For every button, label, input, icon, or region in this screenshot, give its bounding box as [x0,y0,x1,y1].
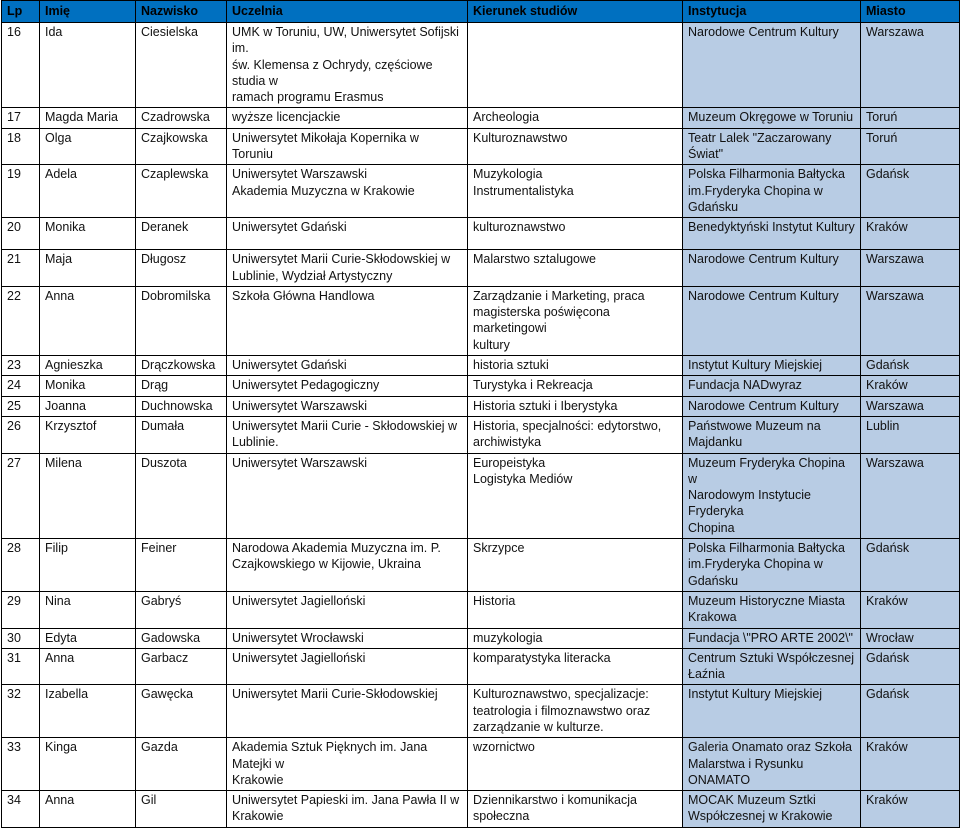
cell-instytucja-text: Muzeum Okręgowe w Toruniu [688,110,854,125]
cell-instytucja [683,23,861,108]
cell-nazwisko [136,356,227,376]
cell-imie [40,738,136,791]
cell-imie [40,685,136,738]
cell-instytucja [683,376,861,396]
cell-lp [2,416,40,453]
cell-kierunek [468,628,683,648]
cell-imie [40,591,136,628]
cell-imie-text: Magda Maria [45,110,118,125]
cell-kierunek [468,685,683,738]
table-row [2,453,960,538]
cell-miasto-text: Warszawa [866,252,924,267]
cell-lp-text: 32 [7,687,21,702]
table-row [2,539,960,592]
cell-uczelnia-text: Uniwersytet Marii Curie-Skłodowskiej [232,687,438,702]
cell-imie-text: Nina [45,593,71,608]
cell-lp [2,356,40,376]
cell-miasto [861,685,960,738]
cell-kierunek-text: Archeologia [473,110,540,125]
cell-uczelnia-text: wyższe licencjackie [232,110,341,125]
cell-imie [40,539,136,592]
cell-kierunek [468,250,683,287]
cell-miasto-text: Kraków [866,378,908,393]
cell-instytucja-text: Narodowe Centrum Kultury [688,252,839,267]
table-row [2,628,960,648]
cell-nazwisko [136,23,227,108]
cell-lp [2,165,40,218]
cell-imie-text: Olga [45,130,72,145]
cell-imie [40,628,136,648]
cell-miasto-text: Kraków [866,740,908,755]
cell-miasto [861,286,960,355]
cell-nazwisko [136,685,227,738]
cell-instytucja-text: Państwowe Muzeum na Majdanku [688,418,821,450]
table-row [2,286,960,355]
cell-miasto-text: Warszawa [866,455,924,470]
cell-miasto [861,416,960,453]
cell-kierunek-text: komparatystyka literacka [473,650,611,665]
cell-uczelnia [227,218,468,250]
cell-imie-text: Milena [45,455,82,470]
cell-nazwisko [136,396,227,416]
cell-nazwisko [136,628,227,648]
cell-imie-text: Filip [45,541,68,556]
cell-instytucja [683,286,861,355]
cell-imie [40,165,136,218]
cell-imie [40,648,136,685]
cell-instytucja [683,165,861,218]
cell-miasto [861,648,960,685]
cell-kierunek-text: kulturoznawstwo [473,220,566,235]
cell-kierunek [468,165,683,218]
cell-instytucja-text: Teatr Lalek "Zaczarowany Świat" [688,130,832,162]
cell-kierunek [468,791,683,828]
cell-nazwisko-text: Gabryś [141,593,182,608]
table-row [2,791,960,828]
cell-imie [40,250,136,287]
cell-lp-text: 21 [7,252,21,267]
cell-miasto [861,591,960,628]
cell-imie-text: Adela [45,167,77,182]
cell-kierunek-text: Historia [473,593,516,608]
cell-lp-text: 31 [7,650,21,665]
cell-miasto-text: Kraków [866,220,908,235]
cell-uczelnia-text: Uniwersytet Gdański [232,220,347,235]
cell-lp-text: 30 [7,630,21,645]
cell-uczelnia [227,286,468,355]
students-table [1,0,960,828]
cell-miasto [861,738,960,791]
cell-uczelnia [227,648,468,685]
table-row [2,416,960,453]
cell-nazwisko-text: Duchnowska [141,398,213,413]
cell-uczelnia [227,738,468,791]
cell-uczelnia-text: Uniwersytet Warszawski Akademia Muzyczna w Krakowie [232,167,415,198]
cell-instytucja [683,791,861,828]
cell-uczelnia [227,453,468,538]
cell-kierunek-text: Skrzypce [473,541,525,556]
cell-kierunek [468,23,683,108]
cell-lp-text: 18 [7,130,21,145]
cell-lp-text: 24 [7,378,21,393]
cell-nazwisko [136,376,227,396]
cell-kierunek-text: Historia sztuki i Iberystyka [473,398,618,413]
cell-miasto [861,165,960,218]
cell-uczelnia-text: Uniwersytet Wrocławski [232,630,364,645]
cell-imie-text: Anna [45,288,75,303]
cell-nazwisko-text: Gawęcka [141,687,194,702]
cell-lp-text: 23 [7,358,21,373]
cell-nazwisko [136,416,227,453]
cell-imie-text: Izabella [45,687,89,702]
cell-nazwisko [136,165,227,218]
cell-nazwisko [136,108,227,128]
cell-kierunek-text: Historia, specjalności: edytorstwo, archiwistyka [473,418,662,450]
cell-miasto-text: Wrocław [866,630,914,645]
cell-imie [40,128,136,165]
cell-imie-text: Krzysztof [45,418,97,433]
cell-uczelnia [227,628,468,648]
cell-nazwisko-text: Feiner [141,541,177,556]
cell-instytucja [683,628,861,648]
header-miasto: Miasto [861,1,960,23]
cell-nazwisko [136,791,227,828]
table-row [2,218,960,250]
cell-kierunek-text: Malarstwo sztalugowe [473,252,596,267]
cell-nazwisko-text: Czadrowska [141,110,210,125]
cell-uczelnia-text: Uniwersytet Marii Curie-Skłodowskiej w Lublinie, Wydział Artystyczny [232,252,451,283]
cell-imie [40,356,136,376]
cell-miasto-text: Toruń [866,110,898,125]
cell-imie [40,791,136,828]
cell-kierunek [468,286,683,355]
cell-kierunek [468,218,683,250]
cell-lp-text: 22 [7,288,21,303]
cell-nazwisko-text: Gadowska [141,630,201,645]
cell-miasto-text: Kraków [866,793,908,808]
cell-imie [40,396,136,416]
cell-miasto [861,218,960,250]
cell-uczelnia-text: Uniwersytet Warszawski [232,398,367,413]
cell-nazwisko-text: Dobromilska [141,288,211,303]
cell-kierunek [468,453,683,538]
cell-lp [2,250,40,287]
cell-imie [40,286,136,355]
header-nazwisko: Nazwisko [136,1,227,23]
cell-uczelnia [227,591,468,628]
cell-miasto [861,791,960,828]
cell-miasto-text: Warszawa [866,25,924,39]
header-instytucja: Instytucja [683,1,861,23]
cell-uczelnia-text: Uniwersytet Mikołaja Kopernika w Toruniu [232,130,419,162]
cell-miasto [861,396,960,416]
cell-imie-text: Anna [45,793,75,808]
cell-nazwisko-text: Duszota [141,455,187,470]
cell-uczelnia [227,685,468,738]
cell-kierunek-text: historia sztuki [473,358,549,373]
cell-miasto-text: Kraków [866,593,908,608]
cell-uczelnia-text: Narodowa Akademia Muzyczna im. P. Czajkowskiego w Kijowie, Ukraina [232,541,441,572]
cell-imie-text: Ida [45,25,63,39]
cell-instytucja-text: Fundacja NADwyraz [688,378,802,393]
cell-lp [2,218,40,250]
cell-instytucja [683,218,861,250]
cell-nazwisko-text: Dumała [141,418,185,433]
cell-uczelnia [227,108,468,128]
cell-nazwisko-text: Drąg [141,378,169,393]
cell-lp-text: 20 [7,220,21,235]
cell-nazwisko [136,738,227,791]
cell-instytucja-text: Muzeum Historyczne Miasta Krakowa [688,593,845,625]
cell-kierunek [468,128,683,165]
table-row [2,128,960,165]
cell-nazwisko-text: Gazda [141,740,178,755]
cell-kierunek [468,376,683,396]
cell-lp-text: 25 [7,398,21,413]
cell-uczelnia [227,416,468,453]
cell-lp [2,591,40,628]
cell-nazwisko-text: Garbacz [141,650,189,665]
cell-imie-text: Monika [45,220,86,235]
cell-lp [2,128,40,165]
cell-instytucja-text: Benedyktyński Instytut Kultury [688,220,855,235]
cell-lp [2,108,40,128]
cell-uczelnia-text: Uniwersytet Jagielloński [232,593,366,608]
table-row [2,738,960,791]
cell-miasto-text: Warszawa [866,398,924,413]
cell-imie [40,23,136,108]
cell-instytucja-text: Polska Filharmonia Bałtycka im.Fryderyka Chopina w Gdańsku [688,541,846,588]
cell-uczelnia-text: Uniwersytet Pedagogiczny [232,378,380,393]
cell-uczelnia-text: UMK w Toruniu, UW, Uniwersytet Sofijski im. św. Klemensa z Ochrydy, częściowe studia w ramach programu Erasmus [232,25,459,105]
cell-miasto [861,356,960,376]
cell-lp-text: 34 [7,793,21,808]
table-row [2,23,960,108]
cell-uczelnia-text: Akademia Sztuk Pięknych im. Jana Matejki w Krakowie [232,740,428,787]
cell-imie-text: Anna [45,650,75,665]
cell-instytucja-text: Fundacja \"PRO ARTE 2002\" [688,630,853,645]
table-row [2,376,960,396]
table-row [2,108,960,128]
cell-nazwisko [136,286,227,355]
cell-instytucja-text: Polska Filharmonia Bałtycka im.Fryderyka Chopina w Gdańsku [688,167,846,214]
cell-miasto-text: Gdańsk [866,358,910,373]
table-row [2,165,960,218]
cell-kierunek-text: Dziennikarstwo i komunikacja społeczna [473,793,637,824]
cell-nazwisko [136,453,227,538]
cell-instytucja [683,539,861,592]
cell-miasto [861,453,960,538]
cell-nazwisko [136,218,227,250]
cell-uczelnia [227,396,468,416]
header-kierunek: Kierunek studiów [468,1,683,23]
cell-kierunek-text: Turystyka i Rekreacja [473,378,593,393]
cell-lp [2,791,40,828]
cell-uczelnia-text: Szkoła Główna Handlowa [232,288,375,303]
cell-nazwisko-text: Deranek [141,220,189,235]
table-row [2,250,960,287]
cell-nazwisko [136,539,227,592]
cell-instytucja-text: Centrum Sztuki Współczesnej Łaźnia [688,650,855,682]
cell-imie-text: Monika [45,378,86,393]
table-row [2,591,960,628]
cell-uczelnia [227,791,468,828]
table-body [2,23,960,828]
cell-instytucja [683,250,861,287]
cell-uczelnia [227,250,468,287]
cell-imie [40,416,136,453]
cell-miasto [861,108,960,128]
cell-nazwisko-text: Ciesielska [141,25,198,39]
cell-nazwisko [136,250,227,287]
cell-lp-text: 33 [7,740,21,755]
cell-kierunek-text: muzykologia [473,630,543,645]
cell-lp-text: 17 [7,110,21,125]
cell-nazwisko [136,648,227,685]
cell-lp-text: 19 [7,167,21,182]
cell-miasto [861,250,960,287]
cell-lp-text: 29 [7,593,21,608]
cell-kierunek-text: wzornictwo [473,740,535,755]
table-row [2,356,960,376]
header-row [2,1,960,23]
cell-instytucja [683,128,861,165]
cell-instytucja [683,108,861,128]
cell-lp [2,396,40,416]
table-row [2,396,960,416]
cell-lp [2,376,40,396]
cell-imie [40,376,136,396]
cell-instytucja-text: Muzeum Fryderyka Chopina w Narodowym Instytucie Fryderyka Chopina [688,455,846,535]
cell-instytucja-text: Narodowe Centrum Kultury [688,25,839,39]
cell-nazwisko-text: Czaplewska [141,167,209,182]
cell-kierunek [468,396,683,416]
cell-kierunek [468,108,683,128]
cell-imie-text: Maja [45,252,73,267]
cell-uczelnia [227,539,468,592]
cell-instytucja [683,685,861,738]
cell-instytucja-text: Narodowe Centrum Kultury [688,398,839,413]
cell-instytucja-text: MOCAK Muzeum Sztki Współczesnej w Krakowie [688,793,833,824]
cell-kierunek-text: Muzykologia Instrumentalistyka [473,167,574,198]
cell-instytucja [683,591,861,628]
cell-kierunek [468,539,683,592]
cell-miasto-text: Warszawa [866,288,924,303]
cell-kierunek [468,591,683,628]
cell-lp-text: 28 [7,541,21,556]
cell-miasto-text: Gdańsk [866,687,910,702]
cell-nazwisko [136,128,227,165]
cell-kierunek [468,356,683,376]
cell-kierunek [468,738,683,791]
cell-lp-text: 16 [7,25,21,39]
cell-miasto [861,23,960,108]
header-imie: Imię [40,1,136,23]
cell-instytucja-text: Narodowe Centrum Kultury [688,288,839,303]
table-row [2,685,960,738]
cell-kierunek-text: Kulturoznawstwo [473,130,568,145]
cell-uczelnia-text: Uniwersytet Warszawski [232,455,367,470]
cell-lp-text: 27 [7,455,21,470]
cell-miasto [861,539,960,592]
cell-nazwisko-text: Czajkowska [141,130,208,145]
cell-miasto-text: Gdańsk [866,541,910,556]
cell-kierunek-text: Zarządzanie i Marketing, praca magisterska poświęcona marketingowi kultury [473,288,645,352]
cell-uczelnia [227,356,468,376]
cell-lp [2,628,40,648]
cell-imie-text: Joanna [45,398,87,413]
cell-miasto-text: Lublin [866,418,900,433]
cell-miasto [861,128,960,165]
cell-imie-text: Kinga [45,740,77,755]
cell-miasto-text: Toruń [866,130,898,145]
cell-instytucja [683,396,861,416]
table-row [2,648,960,685]
cell-imie-text: Edyta [45,630,77,645]
cell-uczelnia [227,128,468,165]
cell-nazwisko-text: Gil [141,793,157,808]
cell-imie [40,218,136,250]
cell-lp [2,648,40,685]
cell-instytucja-text: Instytut Kultury Miejskiej [688,687,823,702]
cell-miasto-text: Gdańsk [866,650,910,665]
cell-lp [2,685,40,738]
cell-instytucja-text: Galeria Onamato oraz Szkoła Malarstwa i Rysunku ONAMATO [688,740,852,787]
cell-imie [40,453,136,538]
cell-lp [2,286,40,355]
cell-lp-text: 26 [7,418,21,433]
cell-kierunek [468,648,683,685]
cell-uczelnia-text: Uniwersytet Marii Curie - Skłodowskiej w Lublinie. [232,418,458,450]
cell-kierunek [468,416,683,453]
cell-instytucja-text: Instytut Kultury Miejskiej [688,358,823,373]
cell-miasto-text: Gdańsk [866,167,910,182]
header-lp: Lp [2,1,40,23]
cell-instytucja [683,738,861,791]
header-uczelnia: Uczelnia [227,1,468,23]
cell-instytucja [683,648,861,685]
cell-uczelnia [227,23,468,108]
cell-imie-text: Agnieszka [45,358,103,373]
cell-kierunek-text: Kulturoznawstwo, specjalizacje: teatrologia i filmoznawstwo oraz zarządzanie w kulturze. [473,687,651,734]
cell-uczelnia-text: Uniwersytet Gdański [232,358,347,373]
cell-nazwisko [136,591,227,628]
cell-miasto [861,376,960,396]
cell-kierunek-text: Europeistyka Logistyka Mediów [473,455,573,486]
cell-lp [2,539,40,592]
cell-nazwisko-text: Drączkowska [141,358,216,373]
cell-uczelnia-text: Uniwersytet Papieski im. Jana Pawła II w Krakowie [232,793,460,824]
cell-lp [2,23,40,108]
cell-instytucja [683,453,861,538]
cell-lp [2,453,40,538]
cell-instytucja [683,416,861,453]
cell-uczelnia [227,376,468,396]
cell-instytucja [683,356,861,376]
cell-uczelnia [227,165,468,218]
cell-nazwisko-text: Długosz [141,252,187,267]
cell-uczelnia-text: Uniwersytet Jagielloński [232,650,366,665]
cell-miasto [861,628,960,648]
cell-lp [2,738,40,791]
cell-imie [40,108,136,128]
